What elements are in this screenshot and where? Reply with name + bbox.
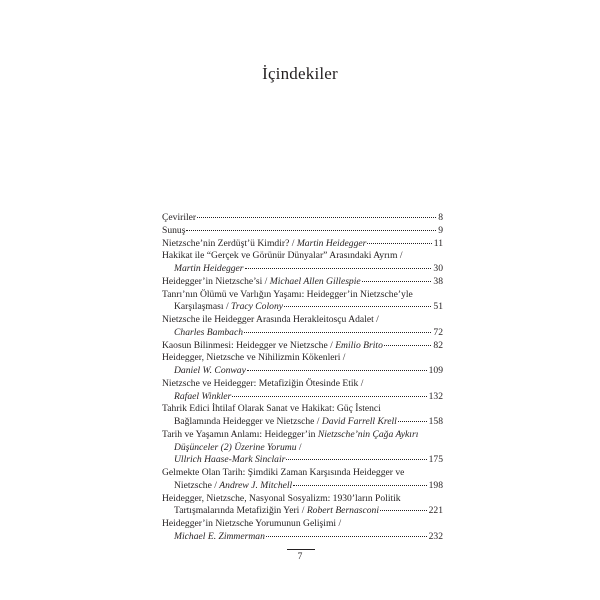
toc-page-number: 158: [428, 416, 443, 427]
toc-suffix: /: [296, 441, 302, 453]
toc-line-text: [174, 531, 265, 544]
toc-italic-title: Nietzsche’nin Çağa Aykırı: [317, 428, 419, 440]
toc-author: Michael Allen Gillespie: [269, 275, 361, 287]
toc-line-text: [174, 416, 397, 429]
toc-line-text: [174, 480, 292, 493]
toc-line-text: [162, 250, 402, 263]
toc-title: Heidegger, Nietzsche ve Nihilizmin Kökenleri /: [162, 352, 346, 364]
toc-line: [162, 480, 443, 493]
toc-line-text: [162, 429, 418, 442]
toc-title: Tanrı’nın Ölümü ve Varlığın Yaşamı: Heidegger’in Nietzsche’yle: [162, 288, 413, 300]
toc-line-text: [162, 314, 379, 327]
toc-leader-dots: [232, 396, 426, 397]
toc-line: [162, 442, 443, 455]
toc-line: [162, 467, 443, 480]
toc-author: Emilio Brito: [335, 339, 383, 351]
toc-line: [162, 429, 443, 442]
toc-title: Çeviriler: [162, 212, 197, 223]
toc-title: Bağlamında Heidegger ve Nietzsche /: [174, 416, 322, 427]
toc-author: Charles Bambach: [174, 326, 244, 338]
toc-page-number: 51: [433, 301, 443, 313]
toc-entry: [162, 403, 443, 429]
toc-title: Nietzsche ile Heidegger Arasında Herakleitosçu Adalet /: [162, 314, 379, 325]
toc-line: [162, 340, 443, 353]
toc-line-text: [162, 378, 363, 391]
toc-line: [162, 505, 443, 518]
toc-author: Düşünceler (2) Üzerine Yorumu: [174, 441, 297, 453]
toc-line: [162, 391, 443, 404]
toc-entry: [162, 314, 443, 340]
toc-title: Gelmekte Olan Tarih: Şimdiki Zaman Karşısında Heidegger ve: [162, 467, 405, 478]
page-number: 7: [297, 552, 303, 562]
toc-entry: [162, 518, 443, 544]
toc-line-text: [174, 327, 243, 340]
page-title: İçindekiler: [262, 64, 338, 83]
toc-entry: [162, 289, 443, 315]
toc-line: [162, 250, 443, 263]
toc-line: [162, 403, 443, 416]
toc-leader-dots: [367, 243, 431, 244]
toc-author: Andrew J. Mitchell: [219, 479, 293, 491]
toc-line: [162, 238, 443, 251]
toc-entry: [162, 493, 443, 519]
toc-author: Daniel W. Conway: [174, 365, 246, 376]
toc-line-text: [162, 225, 185, 238]
toc-line-text: [174, 365, 246, 378]
toc-title: Nietzsche /: [174, 479, 220, 491]
toc-entry: [162, 238, 443, 251]
toc-leader-dots: [380, 510, 427, 511]
footer-rule: [287, 549, 315, 550]
toc-entry: [162, 250, 443, 276]
toc-leader-dots: [245, 268, 432, 269]
toc-line: [162, 314, 443, 327]
toc-line: [162, 276, 443, 289]
toc-leader-dots: [293, 485, 426, 486]
toc-title: Tahrik Edici İhtilaf Olarak Sanat ve Hakikat: Güç İstenci: [162, 403, 381, 415]
toc-author: Michael E. Zimmerman: [174, 530, 265, 542]
toc-title: Nietzsche ve Heidegger: Metafiziğin Ötesinde Etik /: [162, 377, 364, 389]
toc-author: Martin Heidegger: [296, 237, 367, 249]
toc-page-number: 109: [428, 365, 443, 376]
toc-author: David Farrell Krell: [321, 416, 397, 427]
toc-line-text: [162, 238, 366, 251]
toc-line: [162, 531, 443, 544]
toc-leader-dots: [384, 345, 432, 346]
toc-page-number: 30: [433, 263, 443, 274]
toc-line: [162, 225, 443, 238]
toc-page-number: 9: [438, 224, 443, 236]
toc-line: [162, 518, 443, 531]
toc-line-text: [174, 442, 302, 455]
toc-title: Tartışmalarında Metafiziğin Yeri /: [174, 505, 307, 517]
toc-line-text: [174, 301, 283, 314]
toc-line-text: [162, 352, 345, 365]
toc-line: [162, 301, 443, 314]
toc-page-number: 38: [433, 275, 443, 287]
toc-line-text: [162, 493, 401, 506]
toc-entry: [162, 225, 443, 238]
toc-author: Rafael Winkler: [174, 390, 232, 402]
toc-leader-dots: [362, 281, 432, 282]
toc-line-text: [174, 505, 379, 518]
toc-leader-dots: [247, 370, 427, 371]
toc-leader-dots: [244, 332, 431, 333]
toc-page-number: 175: [428, 454, 443, 466]
toc-line: [162, 454, 443, 467]
toc-line: [162, 289, 443, 302]
toc-page-number: 232: [428, 530, 443, 542]
toc-entry: [162, 340, 443, 353]
toc-line: [162, 212, 443, 225]
toc-line-text: [174, 454, 285, 467]
toc-entry: [162, 352, 443, 378]
toc-title: Karşılaşması /: [174, 301, 232, 313]
toc-page-number: 132: [428, 390, 443, 402]
toc-page-number: 221: [428, 505, 443, 517]
toc-title: Sunuş: [162, 224, 186, 236]
toc-line-text: [162, 403, 381, 416]
toc-title: Heidegger, Nietzsche, Nasyonal Sosyalizm: 1930’ların Politik: [162, 492, 401, 504]
toc-title: Heidegger’in Nietzsche’si /: [162, 275, 270, 287]
toc-page-number: 82: [433, 339, 443, 351]
toc-line: [162, 416, 443, 429]
toc-leader-dots: [197, 217, 436, 218]
toc-line: [162, 352, 443, 365]
toc-leader-dots: [284, 306, 431, 307]
table-of-contents: [162, 212, 443, 544]
toc-leader-dots: [286, 459, 426, 460]
toc-author: Martin Heidegger: [174, 263, 244, 274]
toc-line: [162, 378, 443, 391]
toc-line-text: [174, 263, 244, 276]
toc-title: Heidegger’in Nietzsche Yorumunun Gelişimi /: [162, 518, 342, 529]
toc-page-number: 72: [433, 326, 443, 338]
toc-author: Tracy Colony: [231, 301, 283, 313]
toc-entry: [162, 212, 443, 225]
toc-page-number: 8: [438, 212, 443, 223]
toc-page-number: 198: [428, 479, 443, 491]
toc-author: Ullrich Haase-Mark Sinclair: [174, 454, 286, 466]
toc-line-text: [162, 340, 383, 353]
toc-line-text: [162, 467, 404, 480]
toc-entry: [162, 467, 443, 493]
toc-leader-dots: [186, 230, 436, 231]
toc-line: [162, 263, 443, 276]
toc-page-number: 11: [433, 237, 443, 249]
toc-entry: [162, 276, 443, 289]
toc-line: [162, 493, 443, 506]
toc-leader-dots: [266, 536, 427, 537]
toc-title: Tarih ve Yaşamın Anlamı: Heidegger’in: [162, 428, 318, 440]
toc-line: [162, 327, 443, 340]
toc-line-text: [162, 518, 341, 531]
toc-entry: [162, 378, 443, 404]
toc-author: Robert Bernasconi: [306, 505, 380, 517]
toc-line-text: [162, 289, 413, 302]
toc-line-text: [162, 276, 361, 289]
toc-title: Kaosun Bilinmesi: Heidegger ve Nietzsche /: [162, 339, 336, 351]
toc-entry: [162, 429, 443, 467]
toc-leader-dots: [398, 421, 427, 422]
toc-line: [162, 365, 443, 378]
toc-title: Nietzsche’nin Zerdüşt’ü Kimdir? /: [162, 237, 297, 249]
toc-line-text: [162, 212, 196, 225]
toc-line-text: [174, 391, 231, 404]
toc-title: Hakikat ile “Gerçek ve Görünür Dünyalar” Arasındaki Ayrım /: [162, 250, 403, 262]
